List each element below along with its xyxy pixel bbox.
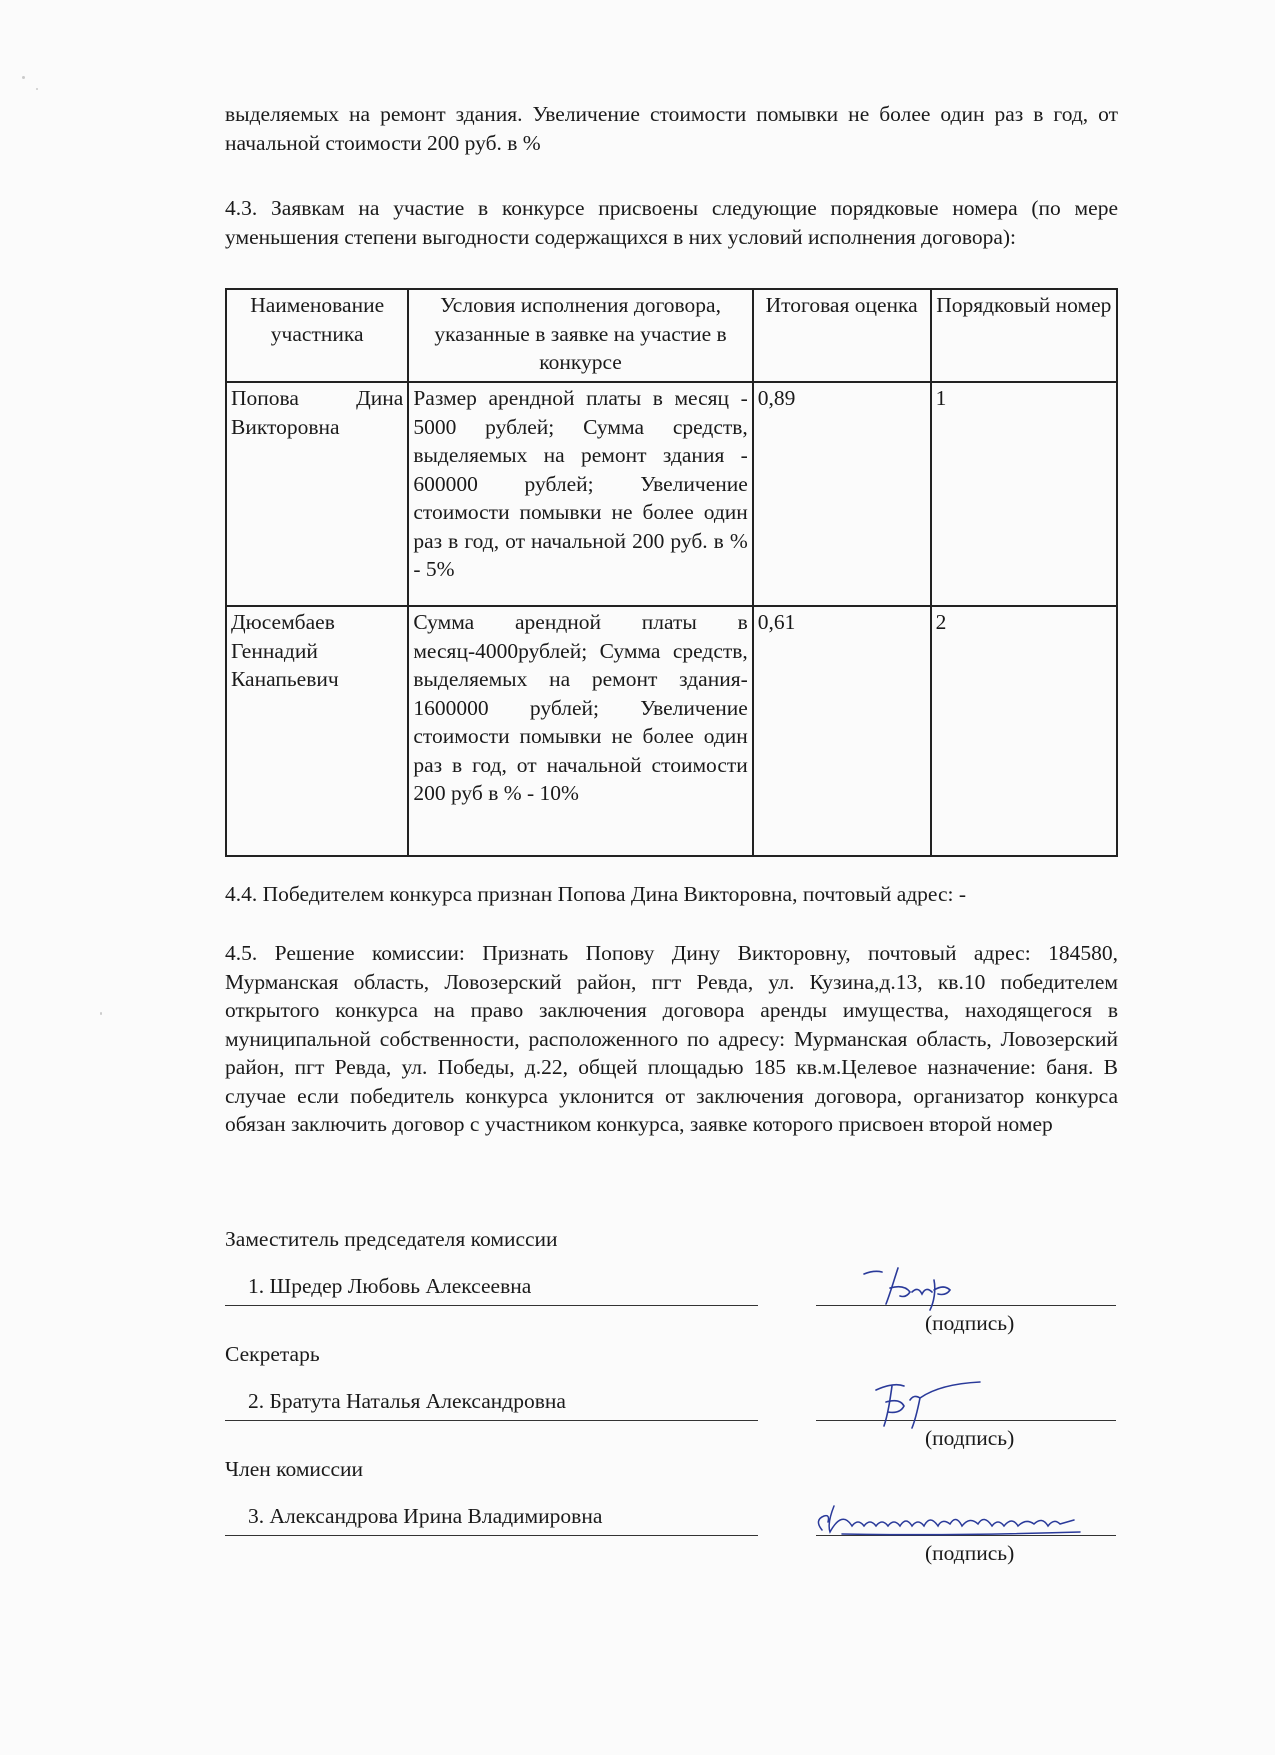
cell-score: 0,61 (753, 606, 931, 856)
paragraph-4-4 (225, 880, 1118, 909)
scan-speck (22, 76, 25, 79)
signature-caption: (подпись) (925, 1541, 1015, 1565)
handwritten-signature-1 (860, 1262, 1010, 1312)
table-row (226, 382, 1117, 606)
table-row (226, 606, 1117, 856)
cell-rank: 1 (931, 382, 1117, 606)
signer-name: 1. Шредер Любовь Алексеевна (248, 1274, 532, 1298)
scan-speck (36, 88, 38, 90)
handwritten-signature-2 (870, 1376, 990, 1432)
signature-caption: (подпись) (925, 1311, 1015, 1335)
signer-name: 3. Александрова Ирина Владимировна (248, 1504, 603, 1528)
handwritten-signature-3 (812, 1496, 1092, 1540)
paragraph-text: 4.3. Заявкам на участие в конкурсе присвоены следующие порядковые номера (по мере уменьшения степени выгодности содержащихся в них условий исполнения договора): (225, 196, 1118, 249)
paragraph-4-3 (225, 194, 1118, 251)
cell-participant-name: Попова Дина Викторовна (226, 382, 408, 606)
cell-participant-name: Дюсембаев Геннадий Канапьевич (226, 606, 408, 856)
signer-role: Член комиссии (225, 1457, 364, 1481)
cell-rank: 2 (931, 606, 1117, 856)
signer-role: Секретарь (225, 1342, 320, 1366)
paragraph-text: выделяемых на ремонт здания. Увеличение стоимости помывки не более один раз в год, от начальной стоимости 200 руб. в % (225, 102, 1118, 155)
paragraph-4-5 (225, 939, 1118, 1139)
name-underline (225, 1535, 758, 1536)
cell-score: 0,89 (753, 382, 931, 606)
paragraph-continuation (225, 100, 1118, 157)
cell-conditions: Размер арендной платы в месяц - 5000 рублей; Сумма средств, выделяемых на ремонт здания - 600000 рублей; Увеличение стоимости помывки не более один раз в год, от начальной 200 руб. в % - 5% (408, 382, 752, 606)
signer-role: Заместитель председателя комиссии (225, 1227, 558, 1251)
table-header-row (226, 289, 1117, 382)
paragraph-text: 4.5. Решение комиссии: Признать Попову Дину Викторовну, почтовый адрес: 184580, Мурманская область, Ловозерский район, пгт Ревда, ул. Кузина,д.13, кв.10 победителем открытого конкурса на право заключения договора аренды имущества, находящегося в муниципальной собственности, расположенного по адресу: Мурманская область, Ловозерский район, пгт Ревда, ул. Победы, д.22, общей площадью 185 кв.м.Целевое назначение: баня. В случае если победитель конкурса уклонится от заключения договора, организатор конкурса обязан заключить договор с участником конкурса, заявке которого присвоен второй номер (225, 941, 1118, 1136)
header-conditions: Условия исполнения договора, указанные в заявке на участие в конкурсе (408, 289, 752, 382)
signature-caption: (подпись) (925, 1426, 1015, 1450)
results-table (225, 288, 1118, 857)
cell-conditions: Сумма арендной платы в месяц-4000рублей; Сумма средств, выделяемых на ремонт здания- 1600000 рублей; Увеличение стоимости помывки не более один раз в год, от начальной стоимости 200 руб в % - 10% (408, 606, 752, 856)
header-rank: Порядковый номер (931, 289, 1117, 382)
header-score: Итоговая оценка (753, 289, 931, 382)
header-participant: Наименование участника (226, 289, 408, 382)
scan-speck (100, 1012, 102, 1015)
name-underline (225, 1305, 758, 1306)
paragraph-text: 4.4. Победителем конкурса признан Попова Дина Викторовна, почтовый адрес: - (225, 882, 967, 906)
signer-name: 2. Братута Наталья Александровна (248, 1389, 566, 1413)
name-underline (225, 1420, 758, 1421)
